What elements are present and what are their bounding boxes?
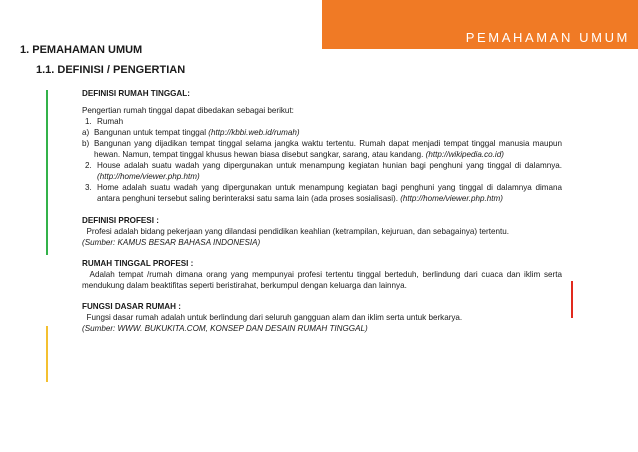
fungsi-text: Fungsi dasar rumah adalah untuk berlindung dari seluruh gangguan alam dan iklim serta untuk berkarya. [82, 313, 463, 322]
document-body [82, 88, 565, 334]
rumah-profesi-text: Adalah tempat /rumah dimana orang yang mempunyai profesi tertentu tinggal berteduh, berlindung dari cuaca dan iklim serta mendukung dalam beaktifitas seperti beristirahat, berkumpul dengan keluarga dan lainnya. [82, 270, 565, 290]
section-heading: 1. PEMAHAMAN UMUM [20, 44, 143, 56]
profesi-source: (Sumber: KAMUS BESAR BAHASA INDONESIA) [82, 238, 261, 247]
list-text: Rumah [97, 117, 124, 126]
list-text: Home adalah suatu wadah yang dipergunakan untuk menampung kegiatan bagi penghuni yang tinggal di dalamnya dimana antara penghuni tersebut saling berinteraksi satu sama lain (ada proses sosialisasi). [97, 183, 562, 203]
profesi-label: DEFINISI PROFESI : [82, 216, 159, 225]
list-marker: a) [82, 128, 90, 137]
subsection-heading: 1.1. DEFINISI / PENGERTIAN [36, 64, 186, 76]
list-item [82, 182, 562, 204]
list-item [82, 116, 562, 127]
title-banner [322, 0, 638, 49]
source-citation: (http://kbbi.web.id/rumah) [208, 128, 300, 137]
list-text: Bangunan untuk tempat tinggal [94, 128, 209, 137]
source-citation: (http://home/viewer.php.htm) [400, 194, 503, 203]
list-text: House adalah suatu wadah yang dipergunakan untuk menampung kegiatan hunian bagi penghuni yang tinggal di dalamnya. [97, 161, 562, 170]
profesi-text: Profesi adalah bidang pekerjaan yang dilandasi pendidikan keahlian (ketrampilan, kejuruan, dan sebagainya) tertentu. [82, 227, 510, 236]
list-item [82, 127, 562, 138]
red-accent-bar [571, 281, 573, 318]
list-item [82, 138, 562, 160]
rumah-intro: Pengertian rumah tinggal dapat dibedakan sebagai berikut: [82, 106, 294, 115]
fungsi-source: (Sumber: WWW. BUKUKITA.COM, KONSEP DAN DESAIN RUMAH TINGGAL) [82, 324, 368, 333]
list-marker: 1. [85, 117, 92, 126]
rumah-profesi-label: RUMAH TINGGAL PROFESI : [82, 259, 194, 268]
source-citation: (http://home/viewer.php.htm) [97, 172, 200, 181]
list-marker: 2. [85, 161, 92, 170]
yellow-accent-bar [46, 326, 48, 382]
list-marker: b) [82, 139, 90, 148]
banner-title: PEMAHAMAN UMUM [465, 30, 630, 45]
source-citation: (http://wikipedia.co.id) [425, 150, 504, 159]
rumah-label: DEFINISI RUMAH TINGGAL: [82, 89, 190, 98]
fungsi-label: FUNGSI DASAR RUMAH : [82, 302, 181, 311]
list-text: Bangunan yang dijadikan tempat tinggal selama jangka waktu tertentu. Rumah dapat menjadi tempat tinggal manusia maupun hewan. Namun, tempat tinggal khusus hewan biasa disebut sangkar, sarang, atau kandang. [94, 139, 562, 159]
green-accent-bar [46, 90, 48, 255]
list-marker: 3. [85, 183, 92, 192]
list-item [82, 160, 562, 182]
